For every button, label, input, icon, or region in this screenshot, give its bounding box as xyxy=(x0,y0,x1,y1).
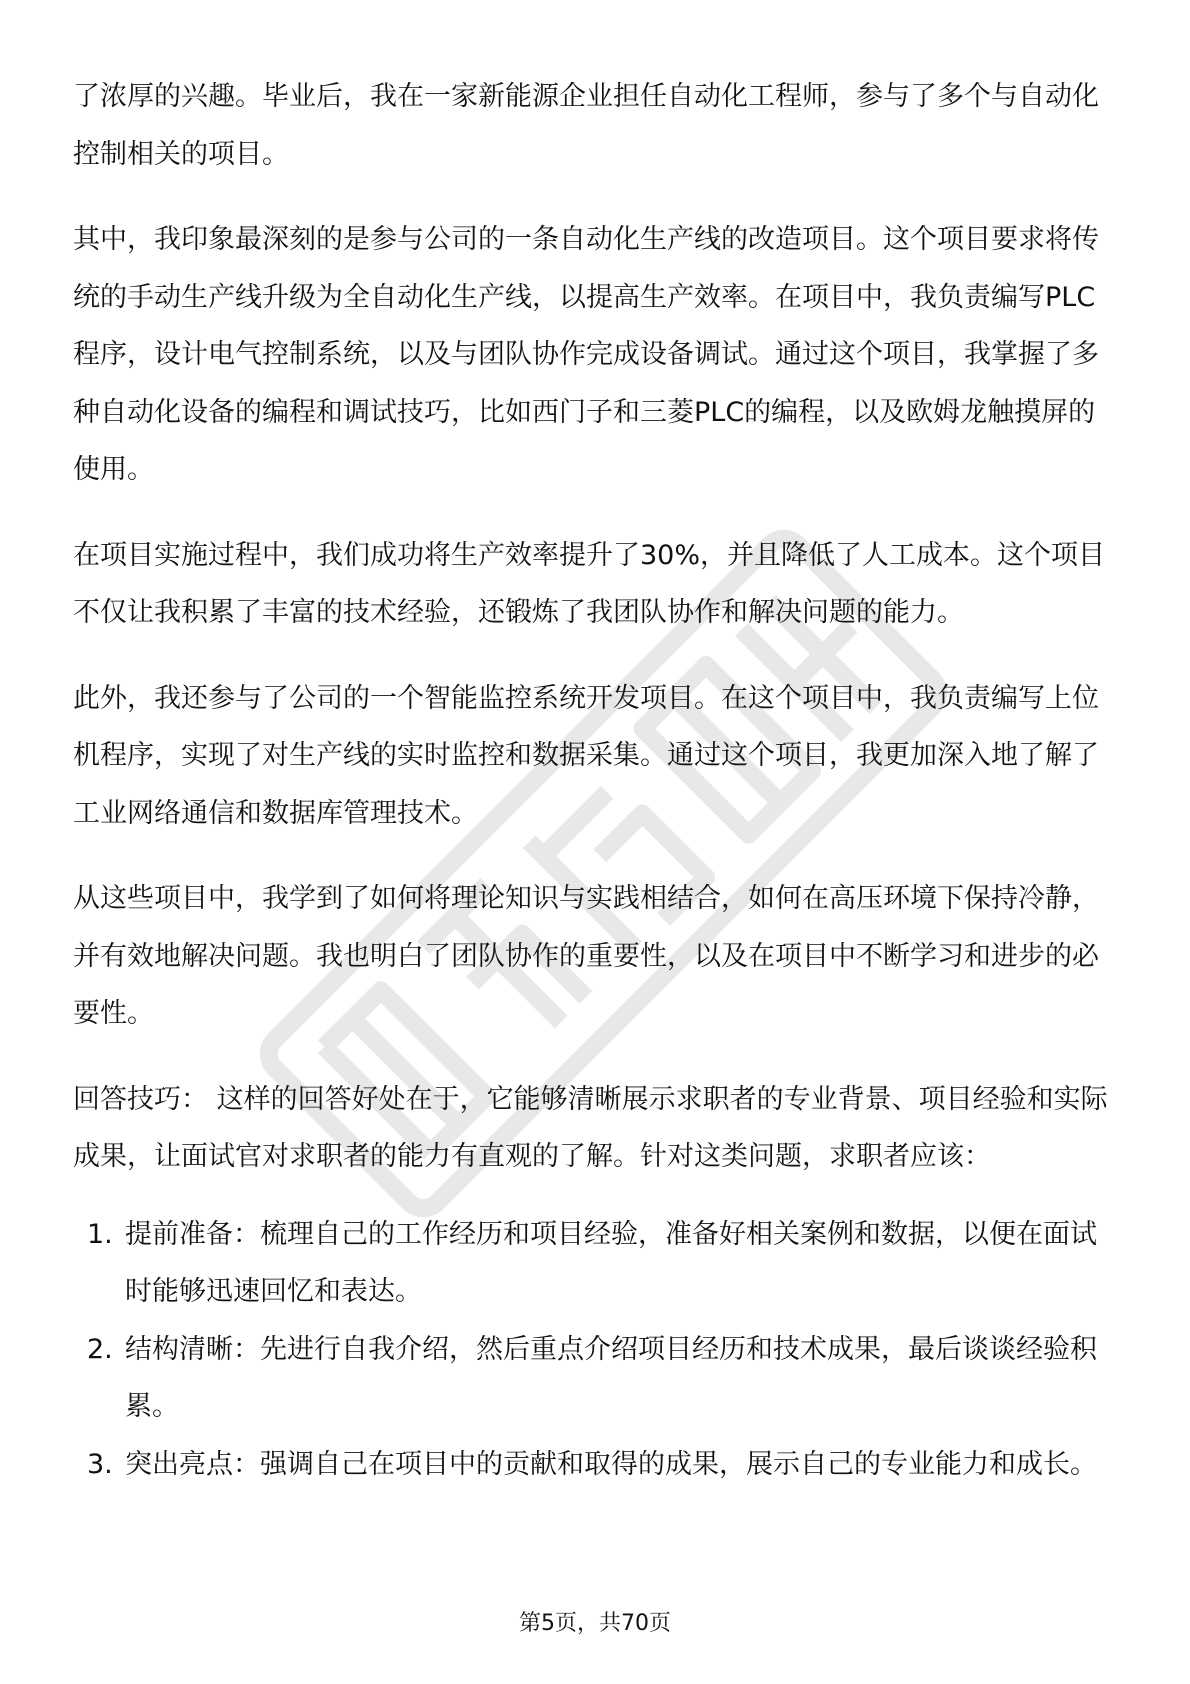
list-item xyxy=(73,1436,1118,1494)
list-item-text: 突出亮点：强调自己在项目中的贡献和取得的成果，展示自己的专业能力和成长。 xyxy=(125,1448,1097,1480)
paragraph-1: 了浓厚的兴趣。毕业后，我在一家新能源企业担任自动化工程师，参与了多个与自动化控制相关的项目。 xyxy=(73,81,1099,170)
list-item-text: 提前准备：梳理自己的工作经历和项目经验，准备好相关案例和数据，以便在面试时能够迅速回忆和表达。 xyxy=(125,1218,1097,1307)
paragraph-4: 此外，我还参与了公司的一个智能监控系统开发项目。在这个项目中，我负责编写上位机程序，实现了对生产线的实时监控和数据采集。通过这个项目，我更加深入地了解了工业网络通信和数据库管理技术。 xyxy=(73,682,1099,829)
list-item-text: 结构清晰：先进行自我介绍，然后重点介绍项目经历和技术成果，最后谈谈经验积累。 xyxy=(125,1333,1097,1422)
tips-list xyxy=(73,1206,1118,1494)
paragraph-5: 从这些项目中，我学到了如何将理论知识与实践相结合，如何在高压环境下保持冷静，并有效地解决问题。我也明白了团队协作的重要性，以及在项目中不断学习和进步的必要性。 xyxy=(73,883,1099,1029)
list-item-number: 2. xyxy=(87,1333,113,1365)
paragraph-3: 在项目实施过程中，我们成功将生产效率提升了30%，并且降低了人工成本。这个项目不仅让我积累了丰富的技术经验，还锻炼了我团队协作和解决问题的能力。 xyxy=(73,539,1106,628)
paragraph-2: 其中，我印象最深刻的是参与公司的一条自动化生产线的改造项目。这个项目要求将传统的手动生产线升级为全自动化生产线，以提高生产效率。在项目中，我负责编写PLC程序，设计电气控制系统，以及与团队协作完成设备调试。通过这个项目，我掌握了多种自动化设备的编程和调试技巧，比如西门子和三菱PLC的编程，以及欧姆龙触摸屏的使用。 xyxy=(73,224,1099,485)
list-item-number: 3. xyxy=(87,1448,113,1480)
list-item xyxy=(73,1206,1118,1321)
list-item-number: 1. xyxy=(87,1218,113,1250)
document-body xyxy=(73,68,1118,1493)
tips-intro: 回答技巧： 这样的回答好处在于，它能够清晰展示求职者的专业背景、项目经验和实际成果，让面试官对求职者的能力有直观的了解。针对这类问题，求职者应该： xyxy=(73,1083,1108,1172)
list-item xyxy=(73,1321,1118,1436)
page-number-footer: 第5页，共70页 xyxy=(519,1611,671,1636)
